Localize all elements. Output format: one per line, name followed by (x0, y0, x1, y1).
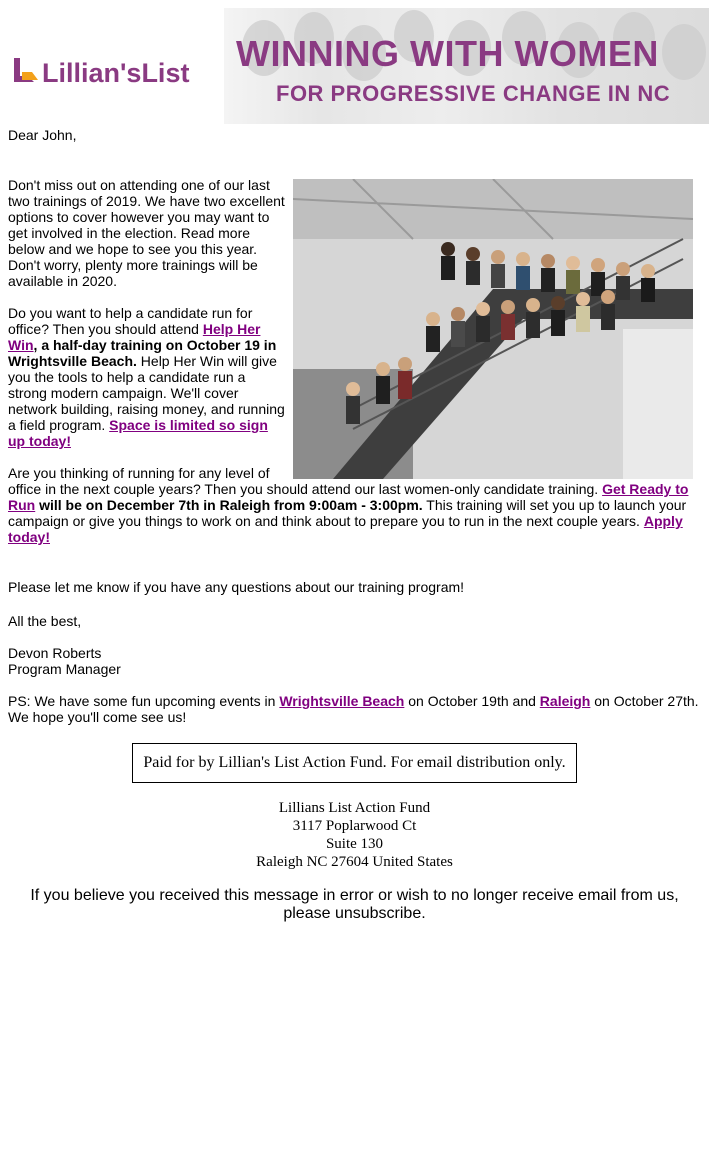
footer-suite: Suite 130 (325, 836, 384, 852)
get-ready-details: will be on December 7th in Raleigh from 9:00am - 3:00pm. (35, 497, 423, 513)
questions-line: Please let me know if you have any questions about our training program! (8, 579, 465, 595)
unsubscribe-notice[interactable]: If you believe you received this message in error or wish to no longer receive email from us, please unsubscribe. (30, 887, 679, 922)
help-her-win-details: , a half-day training on October 19 in Wrightsville Beach. (8, 337, 277, 369)
banner-subheadline: FOR PROGRESSIVE CHANGE IN NC (276, 81, 671, 106)
group-photo-illustration (293, 179, 693, 479)
apply-today-link[interactable]: Apply today! (8, 513, 683, 545)
banner-headline: WINNING WITH WOMEN (236, 33, 659, 74)
training-group-photo (293, 179, 693, 479)
help-her-win-paragraph (8, 305, 288, 449)
footer-org: Lillians List Action Fund (278, 800, 431, 816)
get-ready-lead-rest: office in the next couple years? Then you should attend our last women-only candidate training. (8, 481, 603, 497)
help-her-win-link[interactable]: Help Her Win (8, 321, 261, 353)
ps-mid: on October 19th and (404, 693, 540, 709)
footer-street: 3117 Poplarwood Ct (292, 818, 417, 834)
get-ready-to-run-text (8, 465, 701, 545)
lillians-list-logo (12, 52, 242, 92)
paid-for-disclaimer: Paid for by Lillian's List Action Fund. For email distribution only. (132, 743, 577, 783)
help-her-win-description: Help Her Win will give you the tools to help a candidate run a strong modern campaign. We'll cover network building, raising money, and running a field program. (8, 353, 285, 433)
ps-tail: on October 27th. We hope you'll come see us! (8, 693, 699, 725)
intro-paragraph: Don't miss out on attending one of our last two trainings of 2019. We have two excellent options to cover however you may want to get involved in the election. Read more below and we hope to see you this year. Don't worry, plenty more trainings will be available in 2020. (8, 177, 285, 289)
footer-city: Raleigh NC 27604 United States (256, 854, 453, 870)
wrightsville-beach-link[interactable]: Wrightsville Beach (279, 693, 405, 709)
ps-lead: PS: We have some fun upcoming events in (8, 693, 280, 709)
signer-title: Program Manager (8, 661, 121, 677)
get-ready-lead-first-line: Are you thinking of running for any level of (8, 465, 270, 481)
header-banner (8, 8, 709, 126)
help-her-win-lead: Do you want to help a candidate run for office? Then you should attend (8, 305, 253, 337)
get-ready-description: This training will set you up to launch your campaign or give you things to work on and think about to prepare you to run in the next couple years. (8, 497, 687, 529)
signer-name: Devon Roberts (8, 645, 102, 661)
logo-text: Lillian'sList (42, 58, 190, 88)
signoff: All the best, (8, 613, 82, 629)
greeting: Dear John, (8, 127, 77, 143)
ps-paragraph (8, 693, 701, 725)
raleigh-link[interactable]: Raleigh (539, 693, 591, 709)
sign-up-today-link[interactable]: Space is limited so sign up today! (8, 417, 268, 449)
get-ready-to-run-link[interactable]: Get Ready to Run (8, 481, 689, 513)
